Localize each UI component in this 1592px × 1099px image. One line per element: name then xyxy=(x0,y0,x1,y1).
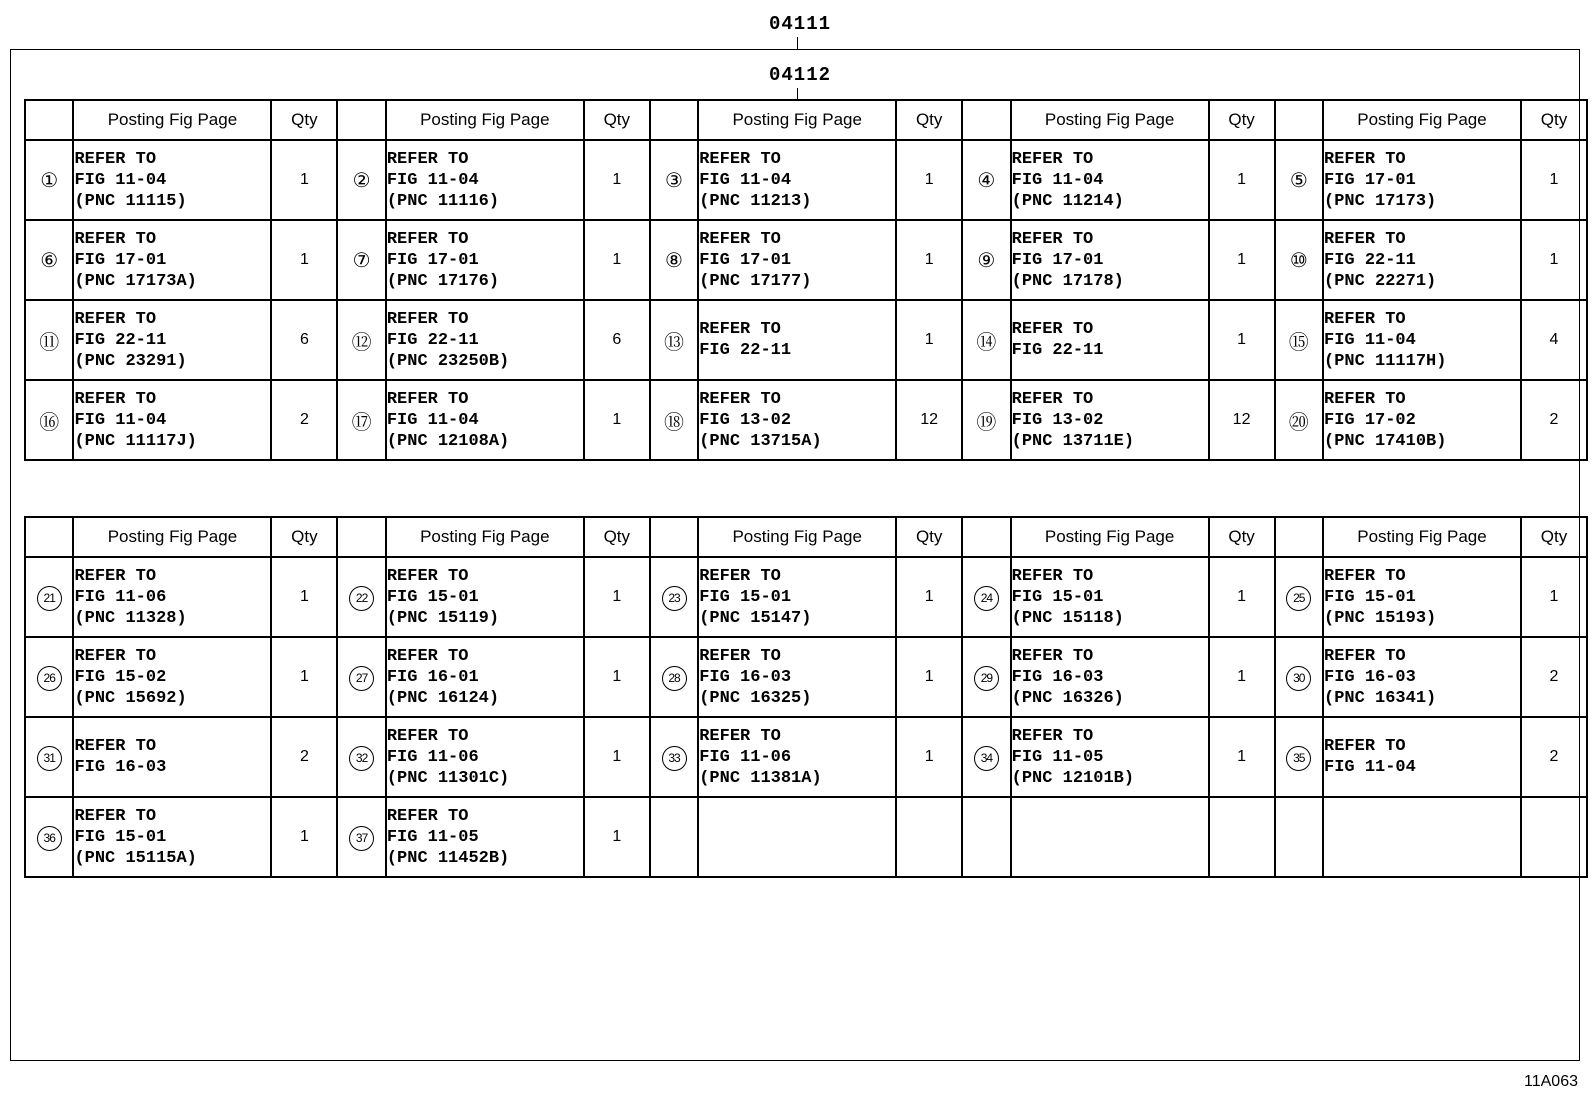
pnc-number: (PNC 11328) xyxy=(74,608,187,628)
item-number-circle: 33 xyxy=(662,746,687,771)
header-blank-cell xyxy=(650,100,698,140)
item-number-cell: ⑨ xyxy=(962,220,1010,300)
fig-reference: FIG 22-11 xyxy=(386,330,479,350)
refer-to-text: REFER TO xyxy=(386,566,469,586)
reference-cell xyxy=(1011,220,1209,300)
item-number-circle: 26 xyxy=(37,666,62,691)
item-number-cell: ⑬ xyxy=(650,300,698,380)
table-row xyxy=(25,380,1587,460)
item-number-cell: ⑫ xyxy=(337,300,385,380)
qty-cell: 1 xyxy=(1209,140,1275,220)
fig-reference: FIG 17-01 xyxy=(386,250,479,270)
table-row xyxy=(25,717,1587,797)
fig-reference: FIG 17-01 xyxy=(74,250,167,270)
fig-reference: FIG 11-04 xyxy=(699,170,792,190)
table-row xyxy=(25,557,1587,637)
qty-cell: 2 xyxy=(271,717,337,797)
fig-reference: FIG 15-01 xyxy=(386,587,479,607)
qty-cell: 6 xyxy=(584,300,650,380)
qty-cell: 1 xyxy=(896,637,962,717)
item-number-circle: 22 xyxy=(349,586,374,611)
header-qty: Qty xyxy=(584,517,650,557)
reference-cell xyxy=(1323,380,1521,460)
fig-reference: FIG 11-06 xyxy=(74,587,167,607)
fig-reference: FIG 22-11 xyxy=(699,341,792,360)
refer-to-text: REFER TO xyxy=(1011,726,1094,746)
fig-reference: FIG 15-02 xyxy=(74,667,167,687)
qty-cell: 1 xyxy=(1521,557,1587,637)
reference-cell xyxy=(1011,557,1209,637)
fig-reference: FIG 11-04 xyxy=(74,170,167,190)
header-blank-cell xyxy=(1275,517,1323,557)
qty-cell: 1 xyxy=(271,557,337,637)
qty-cell: 1 xyxy=(584,220,650,300)
fig-reference: FIG 11-05 xyxy=(386,827,479,847)
pnc-number: (PNC 16341) xyxy=(1324,688,1437,708)
refer-to-text: REFER TO xyxy=(1011,149,1094,169)
item-number-cell: ⑲ xyxy=(962,380,1010,460)
reference-cell xyxy=(698,380,896,460)
item-number-cell: ⑯ xyxy=(25,380,73,460)
refer-to-text: REFER TO xyxy=(699,566,781,586)
reference-cell xyxy=(698,637,896,717)
item-number-circle: 30 xyxy=(1286,666,1311,691)
header-qty: Qty xyxy=(271,517,337,557)
fig-reference: FIG 11-04 xyxy=(1324,758,1416,777)
header-posting-fig-page: Posting Fig Page xyxy=(1323,100,1521,140)
item-number-cell xyxy=(337,557,385,637)
item-number-cell xyxy=(962,557,1010,637)
fig-reference: FIG 22-11 xyxy=(1011,341,1104,360)
reference-cell xyxy=(1323,140,1521,220)
refer-to-text: REFER TO xyxy=(699,320,781,339)
reference-cell xyxy=(386,717,584,797)
fig-reference: FIG 11-06 xyxy=(386,747,479,767)
qty-cell: 12 xyxy=(896,380,962,460)
qty-cell: 1 xyxy=(584,380,650,460)
item-number-circle: 37 xyxy=(349,826,374,851)
header-posting-fig-page: Posting Fig Page xyxy=(1323,517,1521,557)
item-number-cell: ② xyxy=(337,140,385,220)
reference-cell xyxy=(73,140,271,220)
pnc-number: (PNC 17178) xyxy=(1011,271,1124,291)
reference-cell xyxy=(73,557,271,637)
fig-reference: FIG 17-01 xyxy=(699,250,792,270)
reference-cell xyxy=(386,300,584,380)
item-number-cell: ⑳ xyxy=(1275,380,1323,460)
label-04111: 04111 xyxy=(769,13,832,35)
header-posting-fig-page: Posting Fig Page xyxy=(73,517,271,557)
reference-cell xyxy=(1323,557,1521,637)
qty-cell: 1 xyxy=(584,717,650,797)
qty-cell: 1 xyxy=(584,797,650,877)
refer-to-text: REFER TO xyxy=(74,149,157,169)
pnc-number: (PNC 15147) xyxy=(699,608,812,628)
item-number-circle: 25 xyxy=(1286,586,1311,611)
header-blank-cell xyxy=(650,517,698,557)
header-blank-cell xyxy=(25,100,73,140)
item-number-cell: ⑩ xyxy=(1275,220,1323,300)
header-blank-cell xyxy=(337,100,385,140)
fig-reference: FIG 15-01 xyxy=(74,827,167,847)
pnc-number: (PNC 11381A) xyxy=(699,768,822,788)
refer-to-text: REFER TO xyxy=(74,566,157,586)
qty-cell: 1 xyxy=(896,140,962,220)
qty-cell xyxy=(896,797,962,877)
qty-cell: 1 xyxy=(584,140,650,220)
reference-cell xyxy=(386,380,584,460)
item-number-cell: ⑦ xyxy=(337,220,385,300)
item-number-cell xyxy=(962,797,1010,877)
pnc-number: (PNC 11116) xyxy=(386,191,500,211)
item-number-cell: ⑮ xyxy=(1275,300,1323,380)
reference-cell xyxy=(1323,300,1521,380)
item-number-circle: 36 xyxy=(37,826,62,851)
reference-cell xyxy=(73,380,271,460)
item-number-circle: 34 xyxy=(974,746,999,771)
qty-cell: 1 xyxy=(896,717,962,797)
qty-cell: 1 xyxy=(1209,557,1275,637)
item-number-cell xyxy=(962,637,1010,717)
reference-cell xyxy=(1323,220,1521,300)
qty-cell: 1 xyxy=(271,140,337,220)
reference-cell xyxy=(386,557,584,637)
refer-to-text: REFER TO xyxy=(386,806,469,826)
pnc-number: (PNC 11213) xyxy=(699,191,812,211)
item-number-circle: 21 xyxy=(37,586,62,611)
pnc-number: (PNC 17177) xyxy=(699,271,812,291)
refer-to-text: REFER TO xyxy=(386,389,469,409)
header-posting-fig-page: Posting Fig Page xyxy=(73,100,271,140)
reference-cell xyxy=(386,140,584,220)
item-number-cell xyxy=(650,557,698,637)
item-number-cell xyxy=(25,557,73,637)
pnc-number: (PNC 11117J) xyxy=(74,431,197,451)
reference-cell xyxy=(1011,300,1209,380)
header-qty: Qty xyxy=(1209,517,1275,557)
header-posting-fig-page: Posting Fig Page xyxy=(386,100,584,140)
pnc-number: (PNC 17173A) xyxy=(74,271,197,291)
illustration-code: 11A063 xyxy=(1524,1073,1578,1090)
pnc-number: (PNC 16124) xyxy=(386,688,500,708)
table-row xyxy=(25,300,1587,380)
fig-reference: FIG 16-03 xyxy=(1324,667,1416,687)
fig-reference: FIG 15-01 xyxy=(1324,587,1416,607)
qty-cell: 1 xyxy=(1521,140,1587,220)
header-blank-cell xyxy=(25,517,73,557)
item-number-circle: 29 xyxy=(974,666,999,691)
reference-cell xyxy=(1011,717,1209,797)
pnc-number: (PNC 15115A) xyxy=(74,848,197,868)
item-number-cell xyxy=(25,717,73,797)
item-number-cell xyxy=(25,797,73,877)
item-number-cell: ⑤ xyxy=(1275,140,1323,220)
fig-reference: FIG 11-04 xyxy=(1324,330,1416,350)
item-number-circle: 24 xyxy=(974,586,999,611)
qty-cell: 1 xyxy=(1209,637,1275,717)
header-qty: Qty xyxy=(271,100,337,140)
pnc-number: (PNC 23291) xyxy=(74,351,187,371)
refer-to-text: REFER TO xyxy=(1011,566,1094,586)
pnc-number: (PNC 11301C) xyxy=(386,768,510,788)
header-blank-cell xyxy=(1275,100,1323,140)
fig-reference: FIG 13-02 xyxy=(699,410,792,430)
qty-cell xyxy=(1209,797,1275,877)
refer-to-text: REFER TO xyxy=(1324,566,1406,586)
pnc-number: (PNC 11214) xyxy=(1011,191,1124,211)
item-number-circle: 35 xyxy=(1286,746,1311,771)
qty-cell: 12 xyxy=(1209,380,1275,460)
qty-cell: 1 xyxy=(271,797,337,877)
refer-to-text: REFER TO xyxy=(699,149,781,169)
pnc-number: (PNC 12108A) xyxy=(386,431,510,451)
refer-to-text: REFER TO xyxy=(699,646,781,666)
item-number-cell xyxy=(1275,797,1323,877)
refer-to-text: REFER TO xyxy=(1011,646,1094,666)
refer-to-text: REFER TO xyxy=(699,229,781,249)
item-number-cell xyxy=(337,797,385,877)
header-blank-cell xyxy=(962,517,1010,557)
qty-cell: 1 xyxy=(896,300,962,380)
fig-reference: FIG 22-11 xyxy=(74,330,167,350)
reference-cell xyxy=(73,797,271,877)
qty-cell: 4 xyxy=(1521,300,1587,380)
refer-to-text: REFER TO xyxy=(74,806,157,826)
refer-to-text: REFER TO xyxy=(74,389,157,409)
item-number-cell xyxy=(337,717,385,797)
qty-cell: 1 xyxy=(271,220,337,300)
fig-reference: FIG 15-01 xyxy=(1011,587,1104,607)
reference-cell xyxy=(73,300,271,380)
refer-to-text: REFER TO xyxy=(386,726,469,746)
qty-cell: 1 xyxy=(896,557,962,637)
item-number-cell: ⑭ xyxy=(962,300,1010,380)
label-04112: 04112 xyxy=(769,64,832,86)
reference-cell xyxy=(698,797,896,877)
fig-reference: FIG 11-04 xyxy=(386,410,479,430)
pnc-number: (PNC 16325) xyxy=(699,688,812,708)
fig-reference: FIG 16-03 xyxy=(699,667,792,687)
refer-to-text: REFER TO xyxy=(74,646,157,666)
header-blank-cell xyxy=(337,517,385,557)
refer-to-text: REFER TO xyxy=(74,309,157,329)
qty-cell: 1 xyxy=(896,220,962,300)
reference-cell xyxy=(1011,140,1209,220)
refer-to-text: REFER TO xyxy=(1324,389,1406,409)
pnc-number: (PNC 11117H) xyxy=(1324,351,1447,371)
item-number-cell: ④ xyxy=(962,140,1010,220)
pnc-number: (PNC 23250B) xyxy=(386,351,510,371)
reference-cell xyxy=(386,637,584,717)
qty-cell: 2 xyxy=(271,380,337,460)
reference-cell xyxy=(1011,637,1209,717)
parts-table-1 xyxy=(24,99,1588,461)
reference-cell xyxy=(386,797,584,877)
reference-cell xyxy=(1323,717,1521,797)
reference-cell xyxy=(73,220,271,300)
header-posting-fig-page: Posting Fig Page xyxy=(1011,517,1209,557)
header-qty: Qty xyxy=(896,100,962,140)
pnc-number: (PNC 13715A) xyxy=(699,431,822,451)
pnc-number: (PNC 13711E) xyxy=(1011,431,1135,451)
refer-to-text: REFER TO xyxy=(386,646,469,666)
item-number-circle: 27 xyxy=(349,666,374,691)
table-row xyxy=(25,797,1587,877)
refer-to-text: REFER TO xyxy=(1324,737,1406,756)
pnc-number: (PNC 11452B) xyxy=(386,848,510,868)
refer-to-text: REFER TO xyxy=(74,229,157,249)
item-number-cell: ⑥ xyxy=(25,220,73,300)
pnc-number: (PNC 11115) xyxy=(74,191,187,211)
reference-cell xyxy=(1323,637,1521,717)
fig-reference: FIG 11-05 xyxy=(1011,747,1104,767)
header-qty: Qty xyxy=(1521,517,1587,557)
refer-to-text: REFER TO xyxy=(699,389,781,409)
fig-reference: FIG 11-04 xyxy=(386,170,479,190)
pnc-number: (PNC 15193) xyxy=(1324,608,1437,628)
item-number-circle: 28 xyxy=(662,666,687,691)
refer-to-text: REFER TO xyxy=(386,309,469,329)
item-number-cell xyxy=(650,637,698,717)
qty-cell: 1 xyxy=(271,637,337,717)
header-posting-fig-page: Posting Fig Page xyxy=(1011,100,1209,140)
fig-reference: FIG 17-01 xyxy=(1011,250,1104,270)
reference-cell xyxy=(698,717,896,797)
pnc-number: (PNC 16326) xyxy=(1011,688,1124,708)
fig-reference: FIG 17-01 xyxy=(1324,170,1416,190)
table-row xyxy=(25,637,1587,717)
table-row xyxy=(25,140,1587,220)
fig-reference: FIG 22-11 xyxy=(1324,250,1416,270)
reference-cell xyxy=(698,557,896,637)
fig-reference: FIG 11-04 xyxy=(74,410,167,430)
refer-to-text: REFER TO xyxy=(386,149,469,169)
header-qty: Qty xyxy=(1521,100,1587,140)
header-posting-fig-page: Posting Fig Page xyxy=(386,517,584,557)
qty-cell: 2 xyxy=(1521,380,1587,460)
qty-cell: 2 xyxy=(1521,717,1587,797)
header-posting-fig-page: Posting Fig Page xyxy=(698,517,896,557)
refer-to-text: REFER TO xyxy=(1324,309,1406,329)
fig-reference: FIG 11-06 xyxy=(699,747,792,767)
item-number-cell xyxy=(1275,557,1323,637)
pnc-number: (PNC 17173) xyxy=(1324,191,1437,211)
item-number-cell: ① xyxy=(25,140,73,220)
fig-reference: FIG 16-01 xyxy=(386,667,479,687)
pnc-number: (PNC 15119) xyxy=(386,608,500,628)
fig-reference: FIG 16-03 xyxy=(74,758,167,777)
fig-reference: FIG 17-02 xyxy=(1324,410,1416,430)
qty-cell: 1 xyxy=(1209,220,1275,300)
refer-to-text: REFER TO xyxy=(1011,320,1094,339)
item-number-circle: 31 xyxy=(37,746,62,771)
pnc-number: (PNC 22271) xyxy=(1324,271,1437,291)
parts-table-2 xyxy=(24,516,1588,878)
item-number-cell xyxy=(650,717,698,797)
item-number-circle: 23 xyxy=(662,586,687,611)
reference-cell xyxy=(73,717,271,797)
qty-cell: 1 xyxy=(1209,300,1275,380)
item-number-cell xyxy=(1275,717,1323,797)
reference-cell xyxy=(73,637,271,717)
refer-to-text: REFER TO xyxy=(386,229,469,249)
refer-to-text: REFER TO xyxy=(1324,229,1406,249)
refer-to-text: REFER TO xyxy=(1324,646,1406,666)
qty-cell: 6 xyxy=(271,300,337,380)
item-number-cell: ⑪ xyxy=(25,300,73,380)
fig-reference: FIG 11-04 xyxy=(1011,170,1104,190)
qty-cell: 1 xyxy=(584,557,650,637)
fig-reference: FIG 16-03 xyxy=(1011,667,1104,687)
qty-cell: 1 xyxy=(584,637,650,717)
refer-to-text: REFER TO xyxy=(1324,149,1406,169)
item-number-circle: 32 xyxy=(349,746,374,771)
leader-line-outer xyxy=(797,37,798,49)
reference-cell xyxy=(698,300,896,380)
reference-cell xyxy=(1011,380,1209,460)
header-qty: Qty xyxy=(896,517,962,557)
reference-cell xyxy=(698,140,896,220)
refer-to-text: REFER TO xyxy=(1011,389,1094,409)
header-qty: Qty xyxy=(584,100,650,140)
item-number-cell: ⑱ xyxy=(650,380,698,460)
reference-cell xyxy=(698,220,896,300)
qty-cell: 1 xyxy=(1209,717,1275,797)
header-posting-fig-page: Posting Fig Page xyxy=(698,100,896,140)
header-row xyxy=(25,517,1587,557)
pnc-number: (PNC 15692) xyxy=(74,688,187,708)
qty-cell xyxy=(1521,797,1587,877)
refer-to-text: REFER TO xyxy=(699,726,781,746)
item-number-cell: ⑧ xyxy=(650,220,698,300)
fig-reference: FIG 15-01 xyxy=(699,587,792,607)
qty-cell: 1 xyxy=(1521,220,1587,300)
item-number-cell: ⑰ xyxy=(337,380,385,460)
header-qty: Qty xyxy=(1209,100,1275,140)
fig-reference: FIG 13-02 xyxy=(1011,410,1104,430)
pnc-number: (PNC 12101B) xyxy=(1011,768,1135,788)
item-number-cell xyxy=(25,637,73,717)
item-number-cell: ③ xyxy=(650,140,698,220)
item-number-cell xyxy=(650,797,698,877)
qty-cell: 2 xyxy=(1521,637,1587,717)
item-number-cell xyxy=(1275,637,1323,717)
header-row xyxy=(25,100,1587,140)
pnc-number: (PNC 17176) xyxy=(386,271,500,291)
refer-to-text: REFER TO xyxy=(74,737,157,756)
pnc-number: (PNC 17410B) xyxy=(1324,431,1447,451)
reference-cell xyxy=(386,220,584,300)
refer-to-text: REFER TO xyxy=(1011,229,1094,249)
reference-cell xyxy=(1011,797,1209,877)
item-number-cell xyxy=(962,717,1010,797)
reference-cell xyxy=(1323,797,1521,877)
table-row xyxy=(25,220,1587,300)
item-number-cell xyxy=(337,637,385,717)
header-blank-cell xyxy=(962,100,1010,140)
pnc-number: (PNC 15118) xyxy=(1011,608,1124,628)
